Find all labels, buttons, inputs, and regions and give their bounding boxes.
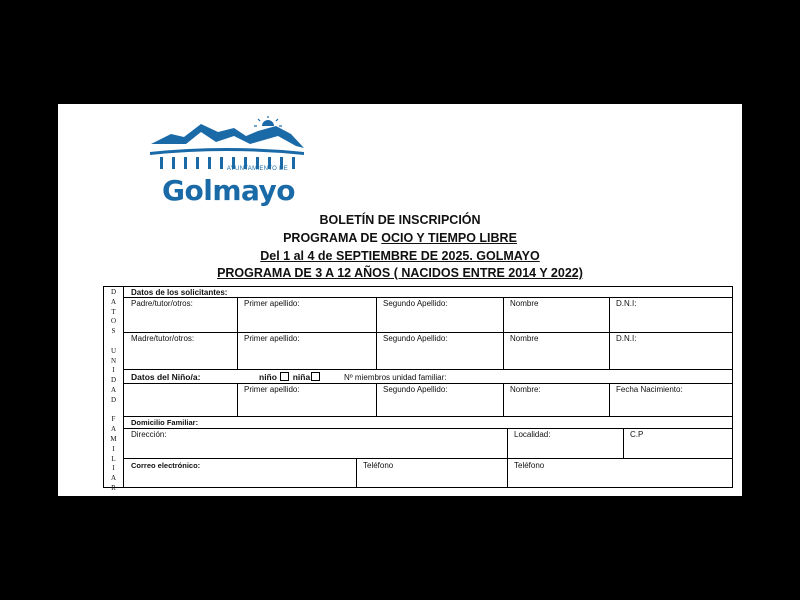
side-label-letter: I [112, 444, 115, 453]
side-label-letter: M [110, 434, 117, 443]
direccion-field[interactable]: Dirección: [131, 430, 167, 439]
side-label-letter: D [110, 288, 117, 296]
title-line-1: BOLETÍN DE INSCRIPCIÓN [319, 213, 481, 227]
side-label-letter: N [110, 356, 117, 365]
nino-primer-apellido-field[interactable]: Primer apellido: [244, 385, 300, 394]
side-label-letter: L [111, 454, 116, 463]
side-label-letter: A [110, 385, 117, 394]
logo-name: Golmayo [162, 174, 296, 207]
segundo-apellido-field-1[interactable]: Segundo Apellido: [383, 299, 448, 308]
title-line-3: Del 1 al 4 de SEPTIEMBRE DE 2025. GOLMAYO [260, 249, 540, 263]
localidad-field[interactable]: Localidad: [514, 430, 551, 439]
side-label-letter: U [110, 346, 117, 355]
side-label-datos-unidad-familiar [104, 287, 124, 492]
dni-field-1[interactable]: D.N.I: [616, 299, 637, 308]
nino-checkbox[interactable] [280, 372, 289, 381]
side-label-letter: A [110, 474, 117, 483]
title-line-4: PROGRAMA DE 3 A 12 AÑOS ( NACIDOS ENTRE 2014 Y 2022) [217, 266, 583, 280]
nombre-field-1[interactable]: Nombre [510, 299, 539, 308]
side-label-letter: I [112, 464, 115, 473]
side-label-letter [113, 406, 115, 416]
side-label-letter: F [111, 415, 116, 424]
dni-field-2[interactable]: D.N.I: [616, 334, 637, 343]
golmayo-logo [146, 116, 306, 207]
side-label-letter: S [111, 327, 116, 336]
telefono-field-2[interactable]: Teléfono [514, 461, 545, 470]
side-label-letter: R [111, 483, 116, 492]
logo-subtitle: AYUNTAMIENTO DE [226, 166, 288, 172]
padre-field[interactable]: Padre/tutor/otros: [131, 299, 193, 308]
primer-apellido-field-2[interactable]: Primer apellido: [244, 334, 300, 343]
telefono-field-1[interactable]: Teléfono [363, 461, 394, 470]
fecha-nacimiento-field[interactable]: Fecha Nacimiento: [616, 385, 683, 394]
side-label-letter: I [112, 366, 115, 375]
side-label-letter [113, 337, 115, 347]
side-label-letter: D [110, 395, 117, 404]
registration-form [103, 286, 733, 492]
segundo-apellido-field-2[interactable]: Segundo Apellido: [383, 334, 448, 343]
sex-options: niño niña [256, 371, 324, 383]
nina-checkbox[interactable] [311, 372, 320, 381]
miembros-field[interactable]: Nº miembros unidad familiar: [344, 373, 447, 382]
nombre-field-2[interactable]: Nombre [510, 334, 539, 343]
primer-apellido-field-1[interactable]: Primer apellido: [244, 299, 300, 308]
side-label-letter: A [110, 425, 117, 434]
side-label-letter: A [110, 297, 117, 306]
correo-field[interactable]: Correo electrónico: [131, 461, 201, 470]
cp-field[interactable]: C.P [630, 430, 644, 439]
side-label-letter: D [110, 376, 117, 385]
nino-segundo-apellido-field[interactable]: Segundo Apellido: [383, 385, 448, 394]
domicilio-header: Domicilio Familiar: [131, 418, 199, 427]
side-label-letter: O [110, 317, 117, 326]
nino-nombre-field[interactable]: Nombre: [510, 385, 541, 394]
nino-header: Datos del Niño/a: [131, 372, 201, 382]
document-page [58, 104, 742, 496]
madre-field[interactable]: Madre/tutor/otros: [131, 334, 195, 343]
side-label-letter: T [111, 307, 116, 316]
solicitantes-header: Datos de los solicitantes: [131, 288, 228, 297]
title-line-2: PROGRAMA DE OCIO Y TIEMPO LIBRE [283, 231, 517, 245]
